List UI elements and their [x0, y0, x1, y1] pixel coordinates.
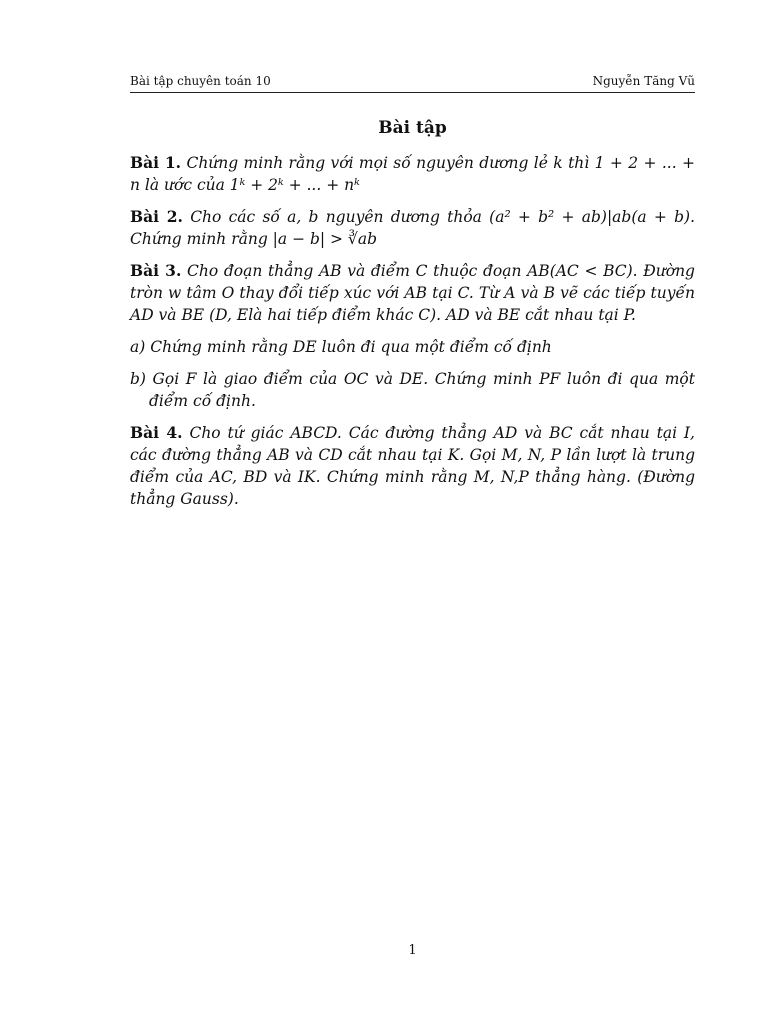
- problem-list: [130, 152, 695, 520]
- problem-3-part-a: a) Chứng minh rằng DE luôn đi qua một điểm cố định: [130, 338, 552, 356]
- problem-text: Cho tứ giác ABCD. Các đường thẳng AD và BC cắt nhau tại I, các đường thẳng AB và CD cắt nhau tại K. Gọi M, N, P lần lượt là trung điểm của AC, BD và IK. Chứng minh rằng M, N,P thẳng hàng. (Đường thẳng Gauss).: [130, 424, 695, 508]
- problem-1: [130, 152, 695, 196]
- problem-3: [130, 260, 695, 326]
- problem-label: Bài 3.: [130, 261, 182, 280]
- problem-3-part-b: b) Gọi F là giao điểm của OC và DE. Chứng minh PF luôn đi qua một điểm cố định.: [130, 370, 695, 410]
- problem-label: Bài 4.: [130, 423, 183, 442]
- page-number: 1: [408, 943, 417, 958]
- page-header: [130, 74, 695, 93]
- header-course-title: Bài tập chuyên toán 10: [130, 74, 271, 88]
- problem-2: [130, 206, 695, 250]
- problem-text: Chứng minh rằng với mọi số nguyên dương lẻ k thì 1 + 2 + ... + n là ước của 1ᵏ + 2ᵏ + ... + nᵏ: [130, 154, 695, 194]
- header-author: Nguyễn Tăng Vũ: [592, 74, 695, 88]
- page-title: Bài tập: [378, 118, 447, 138]
- problem-label: Bài 1.: [130, 153, 182, 172]
- problem-text: Cho các số a, b nguyên dương thỏa (a² + b² + ab)|ab(a + b). Chứng minh rằng |a − b| > ∛ab: [130, 208, 695, 248]
- problem-text: Cho đoạn thẳng AB và điểm C thuộc đoạn AB(AC < BC). Đường tròn w tâm O thay đổi tiếp xúc với AB tại C. Từ A và B vẽ các tiếp tuyến AD và BE (D, Elà hai tiếp điểm khác C). AD và BE cắt nhau tại P.: [130, 262, 695, 324]
- problem-4: [130, 422, 695, 510]
- problem-label: Bài 2.: [130, 207, 183, 226]
